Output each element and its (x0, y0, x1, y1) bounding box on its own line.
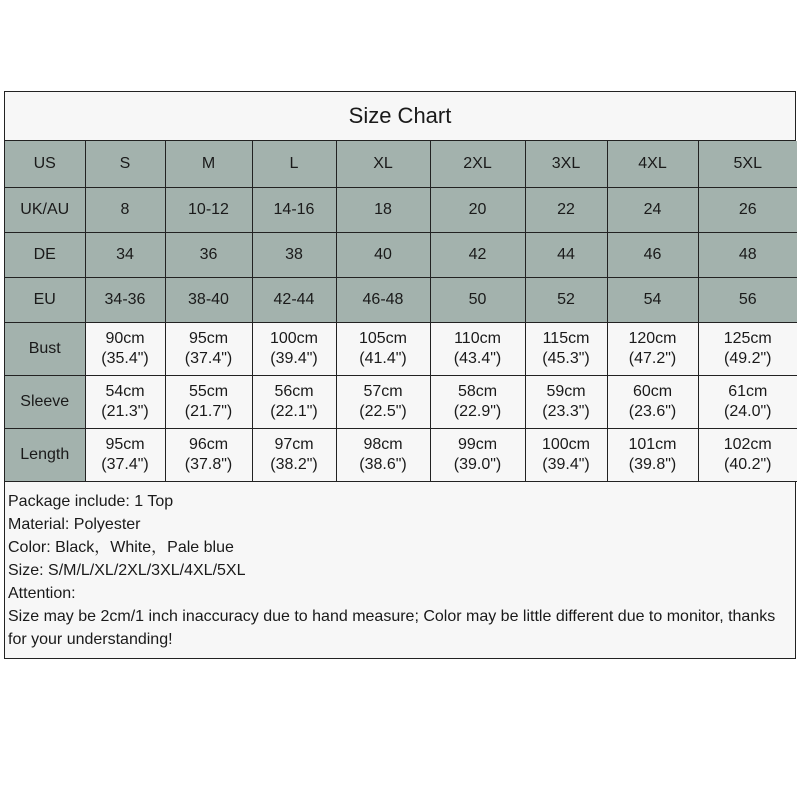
row-label: EU (5, 278, 85, 323)
row-label: US (5, 141, 85, 188)
size-cell: 46 (607, 233, 698, 278)
cm-value: 55cm (188, 383, 229, 400)
size-row (5, 188, 797, 233)
measurement-cell (252, 429, 336, 482)
row-label: Sleeve (5, 376, 85, 429)
cm-value: 61cm (728, 383, 768, 400)
measurement-cell (525, 323, 607, 376)
size-cell: 10-12 (165, 188, 252, 233)
cm-value: 115cm (542, 330, 590, 347)
cm-value: 101cm (628, 436, 677, 453)
measurement-row (5, 429, 797, 482)
size-row (5, 233, 797, 278)
inch-value: (37.4") (101, 456, 149, 473)
size-cell: 3XL (525, 141, 607, 188)
inch-value: (37.8") (184, 456, 233, 473)
size-cell: 34-36 (85, 278, 165, 323)
measurement-cell (165, 323, 252, 376)
inch-value: (22.5") (359, 403, 407, 420)
cm-value: 110cm (454, 330, 501, 347)
size-cell: 52 (525, 278, 607, 323)
cm-value: 59cm (546, 383, 586, 400)
size-cell: 38 (252, 233, 336, 278)
inch-value: (39.4") (270, 350, 318, 367)
size-cell: 42 (430, 233, 525, 278)
note-attention: Attention: (8, 585, 76, 602)
size-cell: 56 (698, 278, 797, 323)
size-cell: 20 (430, 188, 525, 233)
size-cell: 42-44 (252, 278, 336, 323)
size-row (5, 278, 797, 323)
cm-value: 105cm (358, 330, 408, 347)
inch-value: (39.4") (542, 456, 590, 473)
size-cell: 8 (85, 188, 165, 233)
inch-value: (38.2") (270, 456, 318, 473)
cm-value: 60cm (632, 383, 673, 400)
cm-value: 95cm (188, 330, 229, 347)
measurement-cell (165, 429, 252, 482)
measurement-row (5, 323, 797, 376)
inch-value: (24.0") (724, 403, 772, 420)
measurement-cell (165, 376, 252, 429)
inch-value: (41.4") (359, 350, 407, 367)
inch-value: (22.1") (270, 403, 318, 420)
inch-value: (23.6") (628, 403, 677, 420)
size-cell: 5XL (698, 141, 797, 188)
row-label: DE (5, 233, 85, 278)
size-cell: 38-40 (165, 278, 252, 323)
size-cell: 18 (336, 188, 430, 233)
measurement-cell (698, 376, 797, 429)
cm-value: 125cm (723, 330, 772, 347)
size-cell: 2XL (430, 141, 525, 188)
inch-value: (21.7") (184, 403, 233, 420)
size-cell: S (85, 141, 165, 188)
cm-value: 57cm (363, 383, 403, 400)
measurement-row (5, 376, 797, 429)
measurement-cell (698, 429, 797, 482)
size-chart (4, 91, 796, 659)
row-label: Bust (5, 323, 85, 376)
measurement-cell (430, 376, 525, 429)
product-notes (5, 484, 795, 658)
measurement-cell (336, 323, 430, 376)
size-cell: 24 (607, 188, 698, 233)
size-cell: 44 (525, 233, 607, 278)
measurement-cell (525, 376, 607, 429)
cm-value: 100cm (269, 330, 319, 347)
size-row (5, 141, 797, 188)
cm-value: 95cm (105, 436, 145, 453)
size-cell: 54 (607, 278, 698, 323)
inch-value: (35.4") (101, 350, 149, 367)
measurement-cell (525, 429, 607, 482)
size-cell: 36 (165, 233, 252, 278)
inch-value: (47.2") (628, 350, 677, 367)
size-cell: 50 (430, 278, 525, 323)
cm-value: 56cm (274, 383, 314, 400)
inch-value: (38.6") (359, 456, 407, 473)
size-cell: 22 (525, 188, 607, 233)
size-cell: 4XL (607, 141, 698, 188)
size-cell: 14-16 (252, 188, 336, 233)
cm-value: 100cm (541, 436, 591, 453)
measurement-cell (607, 429, 698, 482)
measurement-cell (430, 323, 525, 376)
size-cell: M (165, 141, 252, 188)
inch-value: (22.9") (453, 403, 502, 420)
size-cell: 40 (336, 233, 430, 278)
measurement-cell (336, 429, 430, 482)
inch-value: (23.3") (542, 403, 590, 420)
cm-value: 102cm (723, 436, 772, 453)
inch-value: (39.8") (628, 456, 677, 473)
inch-value: (43.4") (453, 350, 502, 367)
size-table (5, 141, 797, 482)
inch-value: (21.3") (101, 403, 149, 420)
inch-value: (40.2") (724, 456, 772, 473)
measurement-cell (698, 323, 797, 376)
inch-value: (49.2") (724, 350, 772, 367)
cm-value: 98cm (363, 436, 403, 453)
inch-value: (37.4") (184, 350, 233, 367)
note-disclaimer: Size may be 2cm/1 inch inaccuracy due to hand measure; Color may be little different due to monitor, thanks for your understanding! (8, 608, 776, 648)
size-cell: 48 (698, 233, 797, 278)
note-package: Package include: 1 Top (8, 493, 174, 510)
note-color: Color: Black，White，Pale blue (8, 539, 234, 556)
measurement-cell (430, 429, 525, 482)
cm-value: 120cm (628, 330, 677, 347)
size-cell: 46-48 (336, 278, 430, 323)
chart-title: Size Chart (5, 92, 795, 141)
cm-value: 97cm (274, 436, 314, 453)
measurement-cell (252, 376, 336, 429)
size-cell: 34 (85, 233, 165, 278)
cm-value: 90cm (105, 330, 145, 347)
note-material: Material: Polyester (8, 516, 141, 533)
cm-value: 54cm (105, 383, 145, 400)
measurement-cell (85, 429, 165, 482)
note-size: Size: S/M/L/XL/2XL/3XL/4XL/5XL (8, 562, 246, 579)
inch-value: (39.0") (453, 456, 502, 473)
row-label: UK/AU (5, 188, 85, 233)
size-cell: 26 (698, 188, 797, 233)
measurement-cell (607, 323, 698, 376)
size-cell: XL (336, 141, 430, 188)
cm-value: 96cm (188, 436, 229, 453)
measurement-cell (252, 323, 336, 376)
inch-value: (45.3") (542, 350, 590, 367)
measurement-cell (85, 323, 165, 376)
size-cell: L (252, 141, 336, 188)
measurement-cell (607, 376, 698, 429)
cm-value: 58cm (457, 383, 498, 400)
row-label: Length (5, 429, 85, 482)
cm-value: 99cm (457, 436, 498, 453)
measurement-cell (85, 376, 165, 429)
measurement-cell (336, 376, 430, 429)
